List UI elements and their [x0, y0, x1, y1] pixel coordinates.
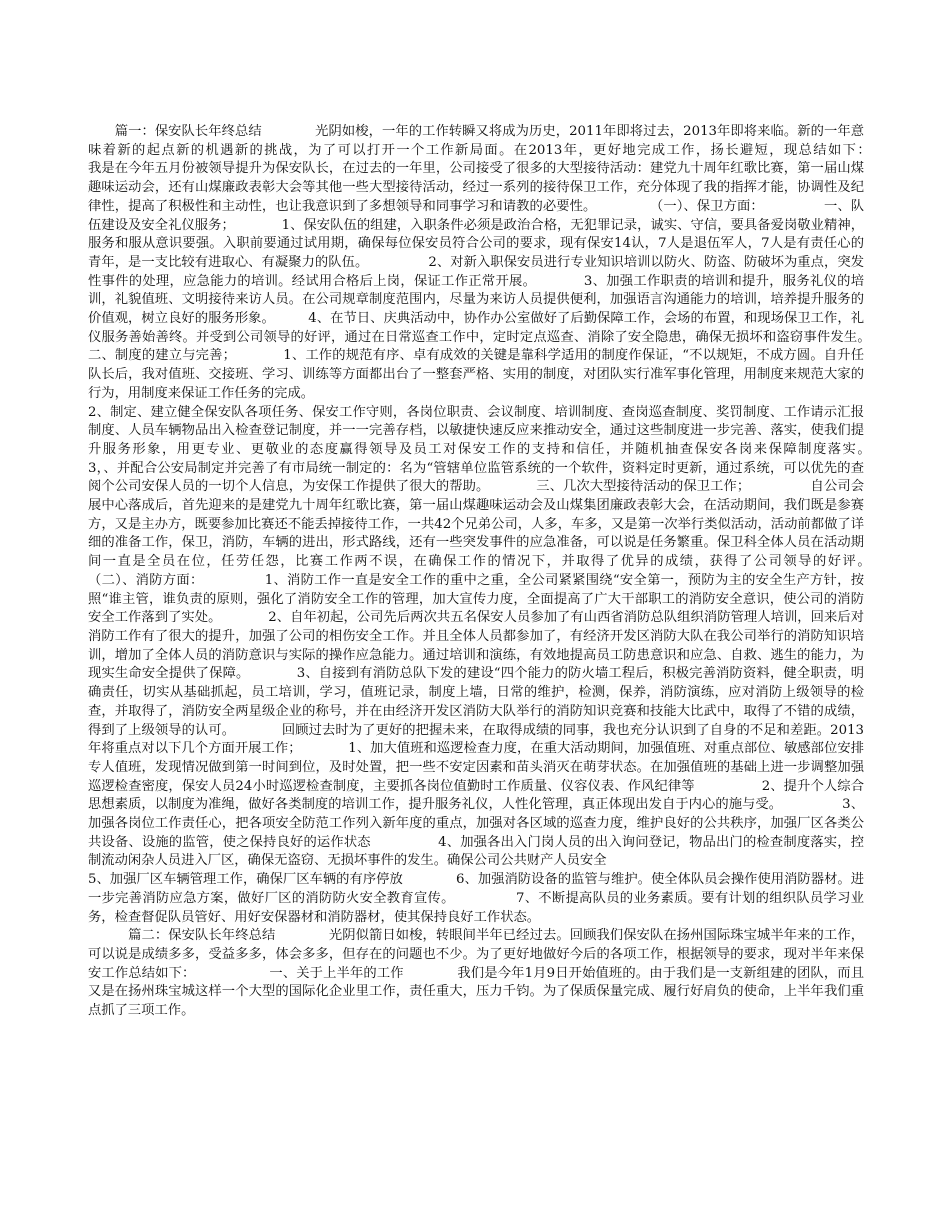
- document-body: [88, 123, 944, 1021]
- paragraph-part-one-plans: 5、加强厂区车辆管理工作，确保厂区车辆的有序停放 6、加强消防设备的监管与维护。使全体队员会操作使用消防器材。进一步完善消防应急方案，做好厂区的消防防火安全教育宣传。 7、不断提高队员的业务素质。要有计划的组织队员学习业务，检查督促队员管好、用好安保器材和消防器材，使其保持良好工作状态。: [88, 872, 864, 925]
- paragraph-part-one-intro: 篇一：保安队长年终总结 光阴如梭，一年的工作转瞬又将成为历史，2011年即将过去，2013年即将来临。新的一年意味着新的起点新的机遇新的挑战，为了可以打开一个工作新局面。在2013年，更好地完成工作，扬长避短，现总结如下： 我是在今年五月份被领导提升为保安队长，在过去的一年里，公司接受了很多的大型接待活动：建党九十周年红歌比赛，第一届山煤趣味运动会，还有山煤廉政表彰大会等其他一些大型接待活动，经过一系列的接待保卫工作，充分体现了我的指挥才能，协调性及纪律性，提高了积极性和主动性，也让我意识到了多想领导和同事学习和请教的必要性。 （一）、保卫方面： 一、队伍建设及安全礼仪服务； 1、保安队伍的组建，入职条件必须是政治合格，无犯罪记录，诚实、守信，要具备爱岗敬业精神，服务和服从意识要强。入职前要通过试用期，确保每位保安员符合公司的要求，现有保安14认，7人是退伍军人，7人是有责任心的青年，是一支比较有进取心、有凝聚力的队伍。 2、对新入职保安员进行专业知识培训以防火、防盗、防破坏为重点，突发性事件的处理，应急能力的培训。经试用合格后上岗，保证工作正常开展。 3、加强工作职责的培训和提升，服务礼仪的培训，礼貌值班、文明接待来访人员。在公司规章制度范围内，尽量为来访人员提供便利，加强语言沟通能力的培训，培养提升服务的价值观，树立良好的服务形象。 4、在节日、庆典活动中，协作办公室做好了后勤保障工作，会场的布置，和现场保卫工作，礼仪服务善始善终。并受到公司领导的好评，通过在日常巡查工作中，定时定点巡查、消除了安全隐患，确保无损坏和盗窃事件发生。 二、制度的建立与完善； 1、工作的规范有序、卓有成效的关键是靠科学适用的制度作保证，“不以规矩，不成方圆。自升任队长后，我对值班、交接班、学习、训练等方面都出台了一整套严格、实用的制度，对团队实行准军事化管理，用制度来规范大家的行为，用制度来保证工作任务的完成。: [88, 124, 944, 401]
- paragraph-part-two-intro: 篇二：保安队长年终总结 光阴似箭日如梭，转眼间半年已经过去。回顾我们保安队在扬州国际珠宝城半年来的工作，可以说是成绩多多，受益多多，体会多多，但存在的问题也不少。为了更好地做好今后的各项工作，根据领导的要求，现对半年来保安工作总结如下： 一、关于上半年的工作 我们是今年1月9日开始值班的。由于我们是一支新组建的团队，而且又是在扬州珠宝城这样一个大型的国际化企业里工作，责任重大，压力千钧。为了保质保量完成、履行好肩负的使命，上半年我们重点抓了三项工作。: [88, 928, 864, 1019]
- paragraph-part-one-systems: 2、制定、建立健全保安队各项任务、保安工作守则，各岗位职责、会议制度、培训制度、查岗巡查制度、奖罚制度、工作请示汇报制度、人员车辆物品出入检查登记制度，并一一完善存档，以敏捷快速反应来推动安全，通过这些制度进一步完善、落实，使我们提升服务形象，用更专业、更敬业的态度赢得领导及员工对保安工作的支持和信任，并随机抽查保安各岗来保障制度落实。 3，、并配合公安局制定并完善了有市局统一制定的：名为“管辖单位监管系统的一个软件，资料定时更新，通过系统，可以优先的查阅个公司安保人员的一切个人信息，为安保工作提供了很大的帮助。 三、几次大型接待活动的保卫工作； 自公司会展中心落成后，首先迎来的是建党九十周年红歌比赛，第一届山煤趣味运动会及山煤集团廉政表彰大会，在活动期间，我们既是参赛方，又是主办方，既要参加比赛还不能丢掉接待工作，一共42个兄弟公司，人多，车多，又是第一次举行类似活动，活动前都做了详细的准备工作，保卫，消防，车辆的进出，形式路线，还有一些突发事件的应急准备，可以说是任务繁重。保卫科全体人员在活动期间一直是全员在位，任劳任怨，比赛工作两不误，在确保工作的情况下，并取得了优异的成绩，获得了公司领导的好评。 （二）、消防方面： 1、消防工作一直是安全工作的重中之重，全公司紧紧围绕“安全第一，预防为主的安全生产方针，按照“谁主管，谁负责的原则，强化了消防安全工作的管理，加大宣传力度，全面提高了广大干部职工的消防安全意识，使公司的消防安全工作落到了实处。 2、自年初起，公司先后两次共五名保安人员参加了有山西省消防总队组织消防管理人培训，回来后对消防工作有了很大的提升，加强了公司的相伤安全工作。并且全体人员都参加了，有经济开发区消防大队在我公司举行的消防知识培训，增加了全体人员的消防意识与实际的操作应急能力。通过培训和演练，有效地提高员工防患意识和应急、自救、逃生的能力，为现实生命安全提供了保障。 3、自接到有消防总队下发的建设“四个能力的防火墙工程后，积极完善消防资料，健全职责，明确责任，切实从基础抓起，员工培训，学习，值班记录，制度上墙，日常的维护，检测，保养，消防演练，应对消防上级领导的检查，并取得了，消防安全两星级企业的称号，并在由经济开发区消防大队举行的消防知识竞赛和技能大比武中，取得了不错的成绩，得到了上级领导的认可。 回顾过去时为了更好的把握未来，在取得成绩的同事，我也充分认识到了自身的不足和差距。2013年将重点对以下几个方面开展工作； 1、加大值班和巡逻检查力度，在重大活动期间，加强值班、对重点部位、敏感部位安排专人值班，发现情况做到第一时间到位，及时处置，把一些不安定因素和苗头消灭在萌芽状态。在加强值班的基础上进一步调整加强巡逻检查密度，保安人员24小时巡逻检查制度，主要抓各岗位值勤时工作质量、仪容仪表、作风纪律等 2、提升个人综合思想素质，以制度为准绳，做好各类制度的培训工作，提升服务礼仪，人性化管理，真正体现出发自于内心的施与受。 3、加强各岗位工作责任心，把各项安全防范工作列入新年度的重点，加强对各区域的巡查力度，维护良好的公共秩序，加强厂区各类公共设备、设施的监管，使之保持良好的运作状态 4、加强各出入门岗人员的出入询问登记，物品出门的检查制度落实，控制流动闲杂人员进入厂区，确保无盗窃、无损坏事件的发生。确保公司公共财产人员安全: [88, 404, 931, 869]
- document-page: [88, 123, 944, 1021]
